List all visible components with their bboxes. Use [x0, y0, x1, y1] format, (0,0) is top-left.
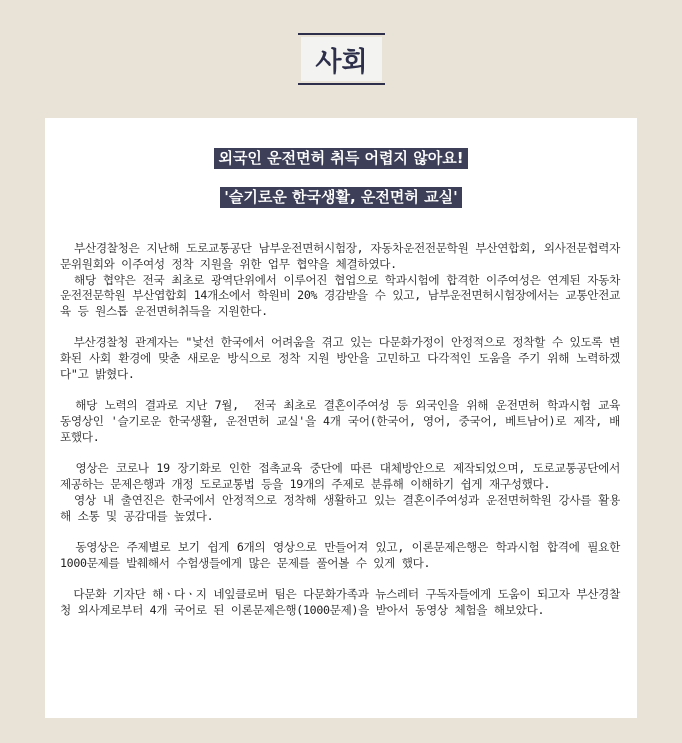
article-card [45, 118, 637, 718]
paragraph: 해당 노력의 결과로 지난 7월, 전국 최초로 결혼이주여성 등 외국인을 위해 운전면허 학과시험 교육 동영상인 '슬기로운 한국생활, 운전면허 교실'을 4개 국어(한국어, 영어, 중국어, 베트남어)로 제작, 배포했다. [60, 398, 627, 444]
paragraph: 부산경찰청은 지난해 도로교통공단 남부운전면허시험장, 자동차운전전문학원 부산연합회, 외사전문협력자문위원회와 이주여성 정착 지원을 위한 업무 협약을 체결하였다. 해당 협약은 전국 최초로 광역단위에서 이루어진 협업으로 학과시험에 합격한 이주여성은 연계된 자동차운전전문학원 부산엽합회 14개소에서 학원비 20% 경감받을 수 있고, 남부운전면허시험장에서는 교통안전교육 등 원스톱 운전면허취득을 지원한다. [60, 241, 620, 319]
subheadline-row [45, 187, 637, 208]
article-headline: 외국인 운전면허 취득 어렵지 않아요! [214, 148, 467, 169]
section-badge [298, 33, 385, 85]
article-subheadline: '슬기로운 한국생활, 운전면허 교실' [220, 187, 461, 208]
article-body [60, 241, 627, 619]
paragraph: 다문화 기자단 해ㆍ다ㆍ지 네잎클로버 팀은 다문화가족과 뉴스레터 구독자들에게 도움이 되고자 부산경찰청 외사계로부터 4개 국어로 된 이론문제은행(1000문제)을 받아서 동영상 체험을 해보았다. [60, 587, 620, 617]
paragraph: 동영상은 주제별로 보기 쉽게 6개의 영상으로 만들어져 있고, 이론문제은행은 학과시험 합격에 필요한 1000문제를 발췌해서 수험생들에게 많은 문제를 풀어볼 수 있게 했다. [60, 539, 627, 570]
headline-row [45, 148, 637, 169]
section-badge-label: 사회 [301, 37, 382, 81]
paragraph: 영상은 코로나 19 장기화로 인한 접촉교육 중단에 따른 대체방안으로 제작되었으며, 도로교통공단에서 제공하는 문제은행과 개정 도로교통법 등을 19개의 주제로 분류해 이해하기 쉽게 재구성했다. 영상 내 출연진은 한국에서 안정적으로 정착해 생활하고 있는 결혼이주여성과 운전면허학원 강사를 활용해 소통 및 공감대를 높였다. [60, 461, 620, 523]
paragraph: 부산경찰청 관계자는 "낯선 한국에서 어려움을 겪고 있는 다문화가정이 안정적으로 정착할 수 있도록 변화된 사회 환경에 맞춘 새로운 방식으로 정착 지원 방안을 고민하고 다각적인 도움을 주기 위해 노력하겠다"고 밝혔다. [60, 335, 620, 382]
